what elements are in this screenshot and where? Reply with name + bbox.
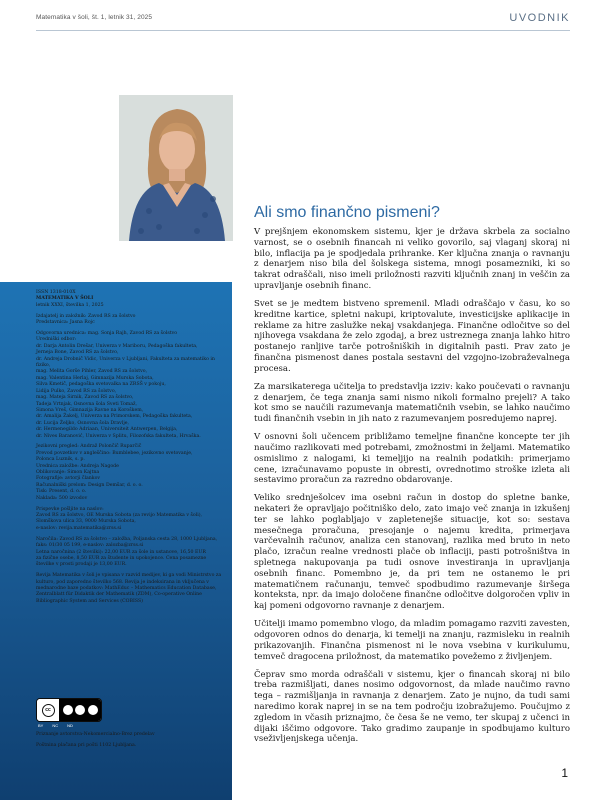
board-member: dr. Nives Baranović, Univerza v Splitu, Filozofska fakulteta, Hrvaška. — [36, 433, 201, 439]
address-line: Prispevke pošljite na naslov: — [36, 506, 104, 512]
cc-by-label: BY — [38, 723, 44, 728]
director: Predstavnica: Jasna Rojc — [36, 320, 95, 326]
board-member: dr. Amalija Žakelj, Univerza na Primorskem, Pedagoška fakulteta, — [36, 414, 193, 420]
credit-line: Prevod povzetkov v angleščino: Bumblebee, jezikovno svetovanje, — [36, 450, 193, 456]
editor-portrait — [119, 95, 233, 241]
order-line: faks: 01/30 05 199, e-naslov: zalozba@zrss.si — [36, 543, 144, 549]
license-text — [36, 732, 224, 750]
article-body — [254, 227, 570, 752]
board-member: mag. Valentina Herlaj, Gimnazija Murska Sobota, — [36, 375, 154, 381]
credit-line: Fotografije: avtorji člankov — [36, 476, 101, 482]
paragraph: Čeprav smo morda odraščali v sistemu, kjer o financah skoraj ni bilo treba razmišljati, danes nosimo odgovornost, da mlade naučimo ravno tega – razmišljanja in ravnanja z denarjem. Zato je nujno, da tudi sami naredimo korak naprej in se na tem področju izobražujemo. Poučujmo z zgledom in včasih priznajmo, če česa še ne vemo, ter skupaj z učenci in dijaki iščimo odgovore. Tako gradimo zaupanje in spodbujamo kulturo vseživljenjskega učenja. — [254, 669, 570, 745]
board-member: Lidija Pulko, Zavod RS za šolstvo, — [36, 388, 117, 394]
editor: Odgovorna urednica: mag. Sonja Rajh, Zavod RS za šolstvo — [36, 331, 178, 337]
header-divider — [36, 30, 570, 31]
paragraph: Za marsikaterega učitelja to predstavlja izziv: kako poučevati o ravnanju z denarjem, če tega znanja sami nismo nikoli formalno prejeli? A tako kot smo se naučili razumevanja matematičnih vsebin, se lahko naučimo tudi finančnih vsebin in jih nato z razumevanjem posredujemo naprej. — [254, 381, 570, 425]
credit-line: Oblikovanje: Simon Kajtna — [36, 470, 100, 476]
paragraph: Učitelji imamo pomembno vlogo, da mladim pomagamo razviti zavesten, odgovoren odnos do denarja, ki temelji na znanju, razmisleku in realnih prikazovanjih. Finančna pismenost ni le nova vsebina v kurikulumu, temveč dragocena priložnost, da matematiko povežemo z življenjem. — [254, 619, 570, 662]
creative-commons-badge — [36, 698, 102, 722]
address-line: e-naslov: revija.matematika@zrss.si — [36, 525, 122, 531]
board-member: Simona Vreš, Gimnazija Ravne na Koroškem, — [36, 407, 144, 413]
order-line: Naročila: Zavod RS za šolstvo – založba, Poljanska cesta 28, 1000 Ljubljana, — [36, 536, 218, 542]
board-member: mag. Melita Gorše Pihler, Zavod RS za šolstvo, — [36, 369, 148, 375]
paragraph: V osnovni šoli učencem približamo temeljne finančne koncepte ter jih naučimo razlikovati med potrebami, zmožnostmi in željami. Matematiko osmislimo z nalogami, ki temeljijo na realnih podatkih: primerjamo cene, izračunavamo popuste in obresti, ovrednotimo stroške izleta ali sestavimo proračun za razredno obdarovanje. — [254, 432, 570, 486]
board-member: Silva Kmetič, pedagoška svetovalka na ZRSŠ v pokoju, — [36, 382, 166, 388]
paragraph: Svet se je medtem bistveno spremenil. Mladi odraščajo v času, ko so kreditne kartice, spletni nakupi, kriptovalute, investicijske aplikacije in reklame za hitre zaslužke nekaj vsakdanjega. Finančne odločitve so del njihovega vsakdana že zelo zgodaj, a brez ustreznega znanja lahko hitro postanejo ranljive tarče potrošniških in digitalnih pasti. Prav zato je finančna pismenost danes postala sestavni del vzgojno-izobraževalnega procesa. — [254, 298, 570, 374]
portrait-illustration — [119, 95, 233, 241]
cc-nc-label: NC — [52, 723, 59, 728]
noncommercial-icon — [75, 705, 85, 715]
page-number: 1 — [561, 766, 568, 780]
board-member: mag. Mateja Sirnik, Zavod RS za šolstvo, — [36, 395, 134, 401]
journal-header: Matematika v šoli, št. 1, letnik 31, 2025 — [36, 14, 153, 21]
noderivatives-icon — [88, 705, 98, 715]
publisher: Izdajatelj in založnik: Zavod RS za šolstvo — [36, 313, 136, 319]
journal-name: MATEMATIKA V ŠOLI — [36, 296, 94, 302]
credit-line: Polonca Luznik, s. p. — [36, 457, 85, 463]
board-member: dr. Andreja Drobnič Vidic, Univerza v Ljubljani, Fakulteta za matematiko in fiziko, — [36, 356, 215, 369]
board-title: Uredniški odbor: — [36, 337, 77, 343]
order-line: Letna naročnina (2 številki): 22,00 EUR za šole in ustanove, 16,50 EUR — [36, 549, 206, 555]
address-line: Slomškova ulica 33, 9000 Murska Sobota, — [36, 519, 136, 525]
order-line: za fizične osebe, 8,50 EUR za študente in upokojence. Cena posamezne — [36, 555, 207, 561]
cc-logo-icon: cc — [42, 704, 55, 717]
section-label: UVODNIK — [509, 12, 570, 24]
license-name: Priznanje avtorstva-Nekomercialno-Brez predelav — [36, 732, 155, 737]
board-member: Tadeja Vrtnjak, Osnovna šola Sveti Tomaž, — [36, 401, 138, 407]
credit-line: Tisk: Present, d. o. o. — [36, 489, 87, 495]
paragraph: V prejšnjem ekonomskem sistemu, kjer je država skrbela za socialno varnost, se o osebnih financah ni veliko govorilo, saj vlaganj skoraj ni bilo, inflacija pa je spodjedala prihranke. Ker ključna znanja o ravnanju z denarjem niso bila del šolskega sistema, mnogi posamezniki, ki so takrat odraščali, niso imeli priložnosti razviti ključnih znanj in veščin za upravljanje osebnih financ. — [254, 227, 570, 291]
registration-note: Revija Matematika v šoli je vpisana v razvid medijev, ki ga vodi Ministrstvo za kulturo, pod zaporedno številko 568. Revija je indeksirana in vključena v mednarodne baze podatkov: MathEduc – Mathematics Education Database, Zentralblatt für Didaktik der Mathematik (ZDM), Co-operative Online Bibliographic System and Services (COBISS) — [36, 573, 222, 604]
board-member: dr. Darja Antolin Drešar, Univerza v Mariboru, Pedagoška fakulteta, — [36, 343, 198, 349]
address-line: Zavod RS za šolstvo, OE Murska Sobota (za revijo Matematika v šoli), — [36, 513, 203, 518]
credit-line: Naklada: 500 izvodov — [36, 495, 88, 501]
board-member: Jerneja Bone, Zavod RS za šolstvo, — [36, 350, 119, 356]
colophon — [36, 290, 224, 610]
postage-note: Poštnina plačana pri pošti 1102 Ljubljana. — [36, 743, 137, 749]
board-member: dr. Hermenegildo Adriaan, Universiteit Antwerpen, Belgija, — [36, 427, 178, 433]
credit-line: Urednica založbe: Andreja Nagode — [36, 463, 119, 469]
credit-line: Računalniški prelom: Design Demšar, d. o. o. — [36, 482, 143, 488]
order-line: številke v prosti prodaji je 13,00 EUR. — [36, 562, 127, 568]
paragraph: Veliko srednješolcev ima osebni račun in dostop do spletne banke, nekateri že opravljajo počitniško delo, zato imajo več znanja in izkušenj ter se lahko poglabljajo v zapletenejše situacije, kot so: sestava mesečnega proračuna, presojanje o najemu kredita, primerjava varčevalnih računov, analiza cen stanovanj, razlika med bruto in neto plačo, izračun realne vrednosti plače ob inflaciji, pasti potrošništva in spletnega nakupovanja pa tudi osnove investiranja in upravljanja osebnih financ. Pomembno je, da pri tem ne ostanemo le pri matematičnem računanju, temveč spodbudimo razumevanje širšega konteksta, npr. da imajo določene finančne odločitve dolgoročen vpliv in kaj pomeni odgovorno ravnanje z denarjem. — [254, 493, 570, 612]
credit-line: Jezikovni pregled: Andraž Polončič Ruparčič — [36, 444, 142, 450]
volume: letnik XXXI, številka 1, 2025 — [36, 302, 104, 308]
board-member: dr. Lucija Željko, Osnovna šola Dravlje, — [36, 420, 130, 426]
article-title: Ali smo finančno pismeni? — [254, 204, 440, 221]
attribution-icon — [63, 705, 73, 715]
cc-badge-labels — [38, 723, 73, 728]
issn: ISSN 1318-010X — [36, 290, 76, 295]
cc-nd-label: ND — [67, 723, 73, 728]
